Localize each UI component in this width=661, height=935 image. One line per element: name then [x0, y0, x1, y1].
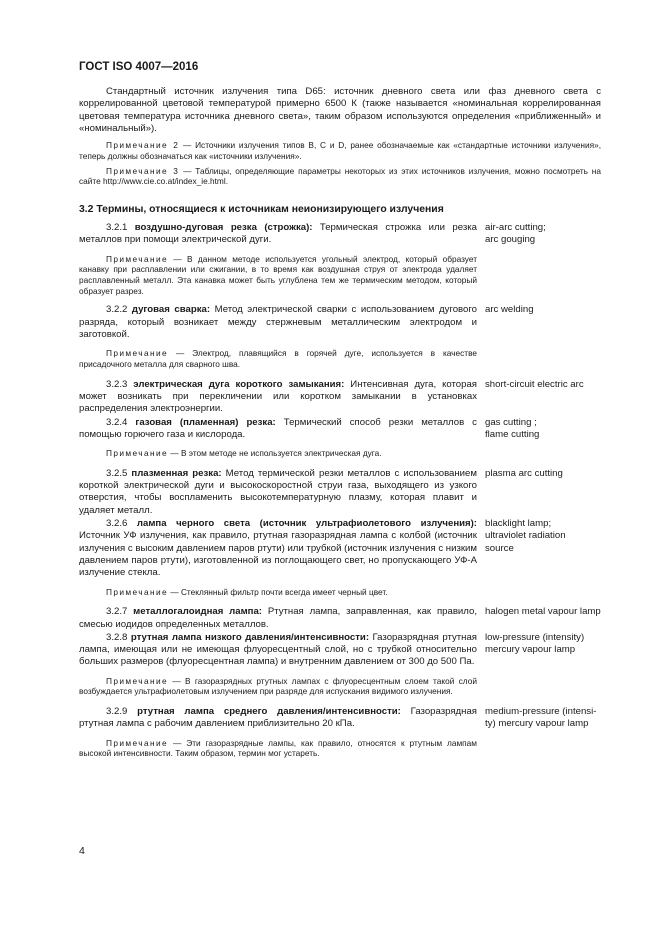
term-def-text: Источник УФ излучения, как правило, ртутная газоразрядная лампа с колбой (источник излучения с высоким давлением паров ртути) или трубкой (источник излучения с низким давлением паров ртути), изготовленной из поглощающего свет, но пропускающего УФ-А излучение стекла.	[79, 530, 477, 579]
term-definition	[79, 606, 477, 631]
term-en: halogen metal vapour lamp	[485, 606, 601, 618]
term-note-text: — В этом методе не используется электрическая дуга.	[168, 448, 382, 459]
term-def-text: Термический способ резки металлов с помощью горючего газа и кислорода.	[79, 416, 477, 440]
note-2	[79, 140, 601, 161]
term-entry	[79, 518, 601, 597]
document-body	[79, 86, 601, 759]
term-name: ртутная лампа низкого давления/интенсивности:	[130, 631, 370, 643]
section-heading: 3.2 Термины, относящиеся к источникам неионизирующего излучения	[79, 204, 444, 215]
term-ru	[79, 417, 477, 459]
term-ru	[79, 468, 477, 517]
term-en: short-circuit electric arc	[485, 378, 584, 390]
term-definition	[79, 632, 477, 669]
page-number: 4	[79, 845, 85, 857]
term-definition	[79, 304, 477, 341]
term-ru	[79, 706, 477, 759]
term-entry	[79, 417, 601, 459]
term-note-text: — В данном методе используется угольный электрод, который образует канавку при расплавлении или сжигании, в то время как воздушная струя от электрода удаляет расплавленный металл. Эта канавка может быть углублена тем же термическим методом, который образует разрез.	[79, 253, 477, 296]
note-2-label: Примечание 2	[106, 140, 180, 151]
term-def-text: Метод электрической сварки с использованием дугового разряда, который возникает между стержневым металлическим электродом и заготовкой.	[79, 304, 477, 340]
term-def-text: Газоразрядная ртутная лампа с рабочим давлением приблизительно 20 кПа.	[79, 706, 477, 730]
term-note	[79, 738, 477, 759]
term-name: металлогалоидная лампа:	[133, 606, 262, 618]
term-ru	[79, 379, 477, 416]
term-name: газовая (пламенная) резка:	[135, 416, 276, 428]
term-note	[79, 448, 477, 459]
intro-paragraph: Стандартный источник излучения типа D65: источник дневного света или фаз дневного света с коррелированной цветовой температурой примерно 6500 К (также называется «номинальная коррелированная цветовая температура источника дневного света», таким образом используются определения «приближенный» и «номинальный»).	[79, 86, 601, 134]
term-en: plasma arc cutting	[485, 467, 563, 479]
term-note-label: Примечание	[106, 253, 169, 264]
term-def-text: Газоразрядная ртутная лампа, имеющая или не имеющая флуоресцентный слой, но с трубкой относительно больших размеров (флуоресцентная лампа) и внутренним давлением от 300 до 500 Па.	[79, 631, 477, 668]
term-en: medium-pressure (intensi- ty) mercury vapour lamp	[485, 706, 597, 730]
term-note-label: Примечание	[106, 737, 169, 748]
term-number: 3.2.6	[106, 518, 137, 530]
term-en: low-pressure (intensity) mercury vapour lamp	[485, 631, 585, 656]
term-name: электрическая дуга короткого замыкания:	[133, 378, 345, 390]
term-note-label: Примечание	[106, 448, 169, 459]
term-entry	[79, 222, 601, 296]
note-2-text: — Источники излучения типов В, С и D, ранее обозначаемые как «стандартные источники излучения», теперь должны обозначаться как «источники излучения».	[79, 140, 602, 161]
term-note	[79, 348, 477, 369]
term-definition	[79, 468, 477, 517]
term-number: 3.2.9	[106, 706, 138, 718]
term-note-text: — Стеклянный фильтр почти всегда имеет черный цвет.	[168, 586, 388, 597]
term-entry	[79, 606, 601, 631]
term-note	[79, 587, 477, 598]
term-entry	[79, 632, 601, 697]
term-note-text: — Электрод, плавящийся в горячей дуге, используется в качестве присадочного металла для сварного шва.	[79, 348, 477, 369]
term-entry	[79, 304, 601, 369]
term-number: 3.2.3	[106, 378, 134, 390]
term-note	[79, 676, 477, 697]
note-3-text: — Таблицы, определяющие параметры некоторых из этих источников излучения, можно посмотреть на сайте http://www.cie.co.at/index_ie.html.	[79, 165, 601, 187]
term-definition	[79, 379, 477, 416]
term-note-label: Примечание	[106, 586, 169, 597]
term-def-text: Интенсивная дуга, которая может возникать при перекличении или коротком замыкании в установках распределения электроэнергии.	[79, 378, 477, 415]
term-number: 3.2.1	[106, 222, 135, 233]
term-def-text: Термическая строжка или резка металлов при помощи электрической дуги.	[79, 222, 477, 246]
term-ru	[79, 606, 477, 631]
term-name: ртутная лампа среднего давления/интенсивности:	[137, 706, 401, 718]
term-entry	[79, 468, 601, 517]
term-ru	[79, 304, 477, 369]
term-def-text: Ртутная лампа, заправленная, как правило, смесью иодидов определенных металлов.	[79, 606, 477, 630]
term-name: дуговая сварка:	[131, 304, 211, 316]
term-definition	[79, 518, 477, 579]
note-3-label: Примечание 3	[106, 165, 180, 176]
term-ru	[79, 518, 477, 597]
term-number: 3.2.7	[106, 606, 134, 618]
term-name: плазменная резка:	[131, 467, 222, 479]
term-ru	[79, 632, 477, 697]
term-name: лампа черного света (источник ультрафиолетового излучения):	[136, 518, 477, 530]
term-en: blacklight lamp; ultraviolet radiation source	[485, 518, 566, 554]
term-en: air-arc cutting; arc gouging	[485, 222, 546, 246]
term-en: gas cutting ; flame cutting	[485, 416, 540, 440]
term-note-label: Примечание	[106, 675, 169, 686]
term-number: 3.2.4	[106, 416, 136, 428]
page-header-standard-id: ГОСТ ISO 4007—2016	[79, 61, 199, 73]
term-number: 3.2.2	[106, 304, 132, 316]
term-entry	[79, 706, 601, 759]
term-name: воздушно-дуговая резка (строжка):	[134, 222, 313, 233]
term-number: 3.2.5	[106, 467, 132, 479]
term-definition	[79, 417, 477, 442]
term-note-text: — В газоразрядных ртутных лампах с флуоресцентным слоем такой слой возбуждается ультрафиолетовым излучением при разряде для испускания видимого излучения.	[79, 675, 477, 697]
term-definition	[79, 706, 477, 731]
term-entry	[79, 379, 601, 416]
term-note-label: Примечание	[106, 348, 169, 359]
term-def-text: Метод термической резки металлов с использованием короткой электрической дуги и высокоскоростной струи газа, выходящего из узкого отверстия, чтобы воспламенить высокотемпературную плазму, которая плавит и удаляет металл.	[79, 467, 477, 516]
term-note-text: — Эти газоразрядные лампы, как правило, относятся к ртутным лампам высокой интенсивности. Таким образом, термин мог устареть.	[79, 737, 477, 759]
note-3	[79, 166, 601, 187]
term-note	[79, 254, 477, 297]
term-ru	[79, 222, 477, 296]
term-number: 3.2.8	[106, 631, 131, 643]
term-definition	[79, 222, 477, 247]
term-en: arc welding	[485, 304, 534, 316]
